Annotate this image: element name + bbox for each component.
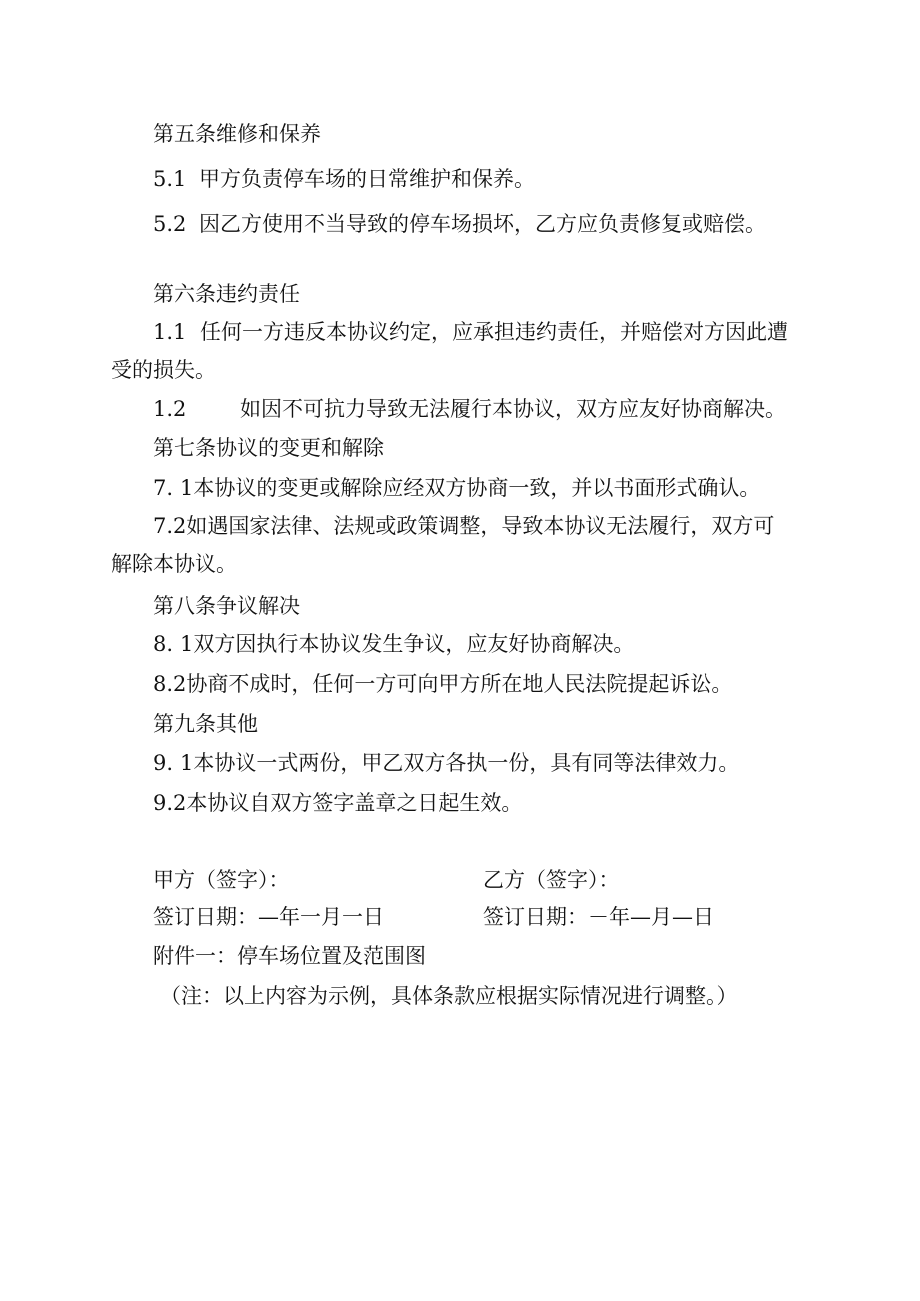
- clause-1-1: [153, 318, 788, 346]
- clause-text: 8.2协商不成时，任何一方可向甲方所在地人民法院提起诉讼。: [153, 672, 733, 696]
- clause-text: 甲方负责停车场的日常维护和保养。: [199, 167, 535, 191]
- clause-8-1: [153, 630, 634, 658]
- article6-heading: 第六条违约责任: [153, 282, 300, 306]
- clause-number: 1.2: [153, 397, 187, 421]
- party-b-sign-date: 签订日期：－年—月—日: [483, 905, 714, 929]
- article8-heading: 第八条争议解决: [153, 594, 300, 618]
- clause-number: 9.: [153, 751, 174, 775]
- clause-5-2: [153, 210, 766, 238]
- clause-text: 1本协议的变更或解除应经双方协商一致，并以书面形式确认。: [180, 476, 761, 500]
- party-a-signature-label: 甲方（签字）：: [153, 868, 290, 892]
- clause-9-2: [153, 789, 522, 817]
- clause-9-1: [153, 749, 739, 777]
- party-a-sign-date: 签订日期：—年一月一日: [153, 905, 384, 929]
- clause-text: 1双方因执行本协议发生争议，应友好协商解决。: [180, 632, 635, 656]
- article9-heading: 第九条其他: [153, 712, 258, 736]
- clause-text: 因乙方使用不当导致的停车场损坏，乙方应负责修复或赔偿。: [199, 212, 766, 236]
- clause-7-2: [153, 512, 774, 540]
- clause-number: 5.2: [153, 212, 187, 236]
- clause-text: 1本协议一式两份，甲乙双方各执一份，具有同等法律效力。: [180, 751, 740, 775]
- party-b-signature-label: 乙方（签字）：: [483, 868, 620, 892]
- note-line: （注：以上内容为示例，具体条款应根据实际情况进行调整。）: [160, 984, 738, 1008]
- clause-text: 9.2本协议自双方签字盖章之日起生效。: [153, 791, 523, 815]
- clause-8-2: [153, 670, 732, 698]
- clause-number: 5.1: [153, 167, 187, 191]
- article7-heading: 第七条协议的变更和解除: [153, 436, 384, 460]
- clause-1-2: [153, 395, 786, 423]
- clause-7-2-continuation: 解除本协议。: [111, 552, 237, 576]
- attachment-line: 附件一：停车场位置及范围图: [153, 944, 426, 968]
- clause-text: 如因不可抗力导致无法履行本协议，双方应友好协商解决。: [240, 397, 786, 421]
- article5-heading: 第五条维修和保养: [153, 122, 321, 146]
- clause-number: 8.: [153, 632, 174, 656]
- clause-text: 任何一方违反本协议约定，应承担违约责任，并赔偿对方因此遭: [200, 320, 788, 344]
- clause-number: 1.1: [153, 320, 187, 344]
- clause-5-1: [153, 165, 535, 193]
- clause-number: 7.: [153, 476, 174, 500]
- clause-text: 7.2如遇国家法律、法规或政策调整，导致本协议无法履行，双方可: [153, 514, 775, 538]
- clause-1-1-continuation: 受的损失。: [111, 358, 216, 382]
- clause-7-1: [153, 474, 760, 502]
